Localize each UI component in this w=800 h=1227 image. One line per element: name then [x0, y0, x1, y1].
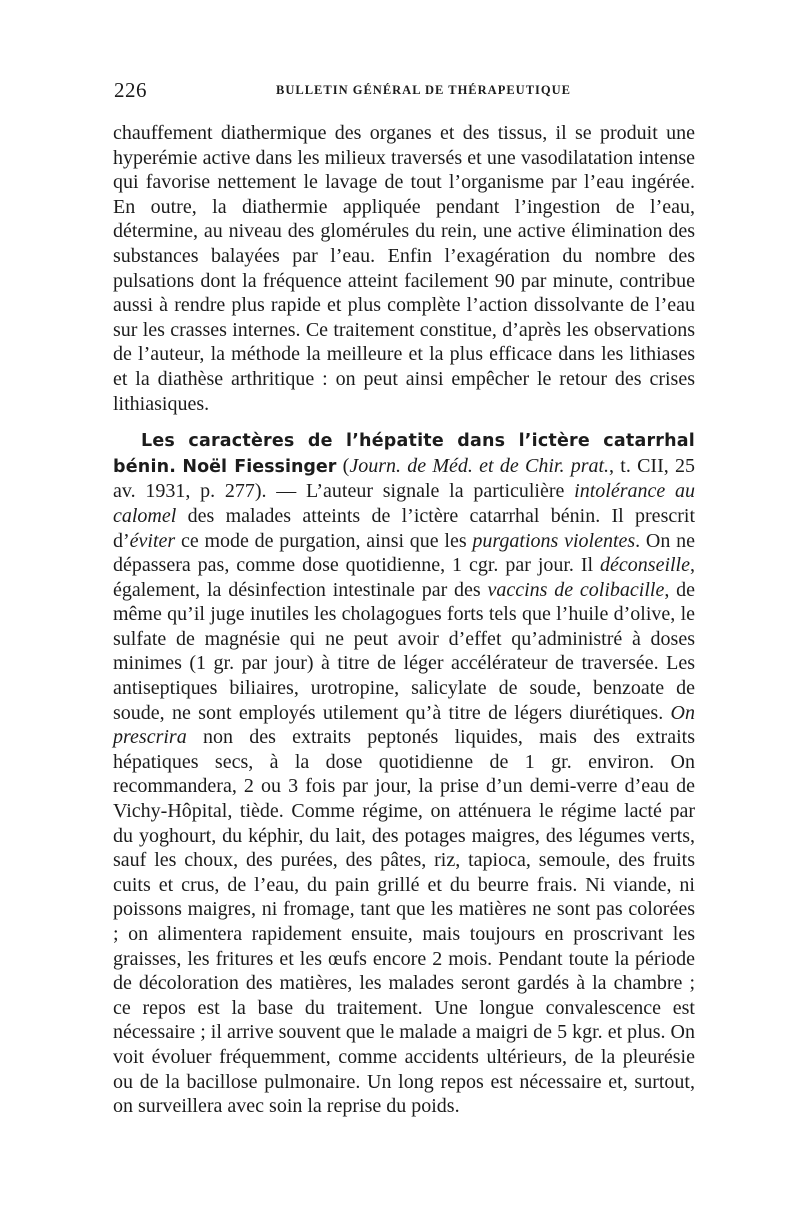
emphasis-intolerance: intolérance au calomel	[113, 480, 695, 527]
text-run: non des extraits peptonés liquides, mais des extraits hépatiques secs, à la dose quotidienne de 1 gr. environ. On recommandera, 2 ou 3 fois par jour, la prise d’un demi-verre d’eau de Vichy-Hôpital, tiède. Comme régime, on atténuera le régime lacté par du yoghourt, du képhir, du lait, des potages maigres, des légumes verts, sauf les choux, des purées, des pâtes, riz, tapioca, semoule, des fruits cuits et crus, de l’eau, du pain grillé et du beurre frais. Ni viande, ni poissons maigres, ni fromage, tant que les matières ne sont pas colorées ; on alimentera rapidement ensuite, mais toujours en proscrivant les graisses, les fritures et les œufs encore 2 mois. Pendant toute la période de décoloration des matières, les malades seront gardés à la chambre ; ce repos est la base du traitement. Une longue convalescence est nécessaire ; il arrive souvent que le malade a maigri de 5 kgr. et plus. On voit évoluer fréquemment, comme accidents ultérieurs, de la pleurésie ou de la bacillose pulmonaire. Un long repos est nécessaire et, surtout, on surveillera avec soin la reprise du poids.	[113, 726, 695, 1118]
text-run: ce mode de purgation, ainsi que les	[175, 529, 473, 552]
article-author: Noël Fiessinger	[182, 456, 337, 477]
journal-name: Journ. de Méd. et de Chir. prat.	[349, 454, 610, 477]
page-number: 226	[114, 78, 147, 102]
emphasis-deconseille: déconseille	[600, 554, 690, 577]
text-run: des malades atteints de l’ictère catarrhal bénin. Il prescrit d’	[113, 504, 695, 552]
article-title: Les caractères de l’hépatite dans l’ictère catarrhal bénin.	[113, 431, 695, 477]
emphasis-prescrira: On prescrira	[113, 701, 695, 749]
text-run: , de même qu’il juge inutiles les cholagogues forts tels que l’huile d’olive, le sulfate de magnésie qui ne peut avoir d’effet qu’administré à doses minimes (1 gr. par jour) à titre de léger accélérateur de traversée. Les antiseptiques biliaires, urotropine, salicylate de soude, benzoate de soude, ne sont employés utilement qu’à titre de légers diurétiques.	[113, 578, 695, 724]
emphasis-purgations: purgations violentes	[472, 529, 636, 552]
text-run: , également, la désinfection intestinale par des	[113, 554, 695, 601]
text-run: . On ne dépassera pas, comme dose quotidienne, 1 cgr. par jour. Il	[113, 529, 695, 577]
page-header	[114, 78, 694, 102]
emphasis-eviter: éviter	[129, 529, 176, 552]
citation-open: (	[336, 454, 350, 477]
paragraph-continued: chauffement diathermique des organes et des tissus, il se produit une hyperémie active dans les milieux traversés et une vasodilatation intense qui favorise nettement le lavage de tout l’organisme par l’eau ingérée. En outre, la diathermie appliquée pendant l’ingestion de l’eau, détermine, au niveau des glomérules du rein, une active élimination des substances balayées par l’eau. Enfin l’exagération du nombre des pulsations dont la fréquence atteint facilement 90 par minute, contribue aussi à rendre plus rapide et plus complète l’action dissolvante de l’eau sur les crasses internes. Ce traitement constitue, d’après les observations de l’auteur, la méthode la meilleure et la plus efficace dans les lithiases et la diathèse arthritique : on peut ainsi empêcher le retour des crises lithiasiques.	[113, 122, 695, 415]
page-body	[113, 121, 695, 1119]
article-paragraph	[113, 428, 695, 1119]
citation-rest: , t. CII, 25 av. 1931, p. 277). — L’auteur signale la particulière	[113, 454, 695, 503]
running-head: BULLETIN GÉNÉRAL DE THÉRAPEUTIQUE	[276, 83, 571, 97]
emphasis-vaccins: vaccins de colibacille	[487, 578, 665, 601]
